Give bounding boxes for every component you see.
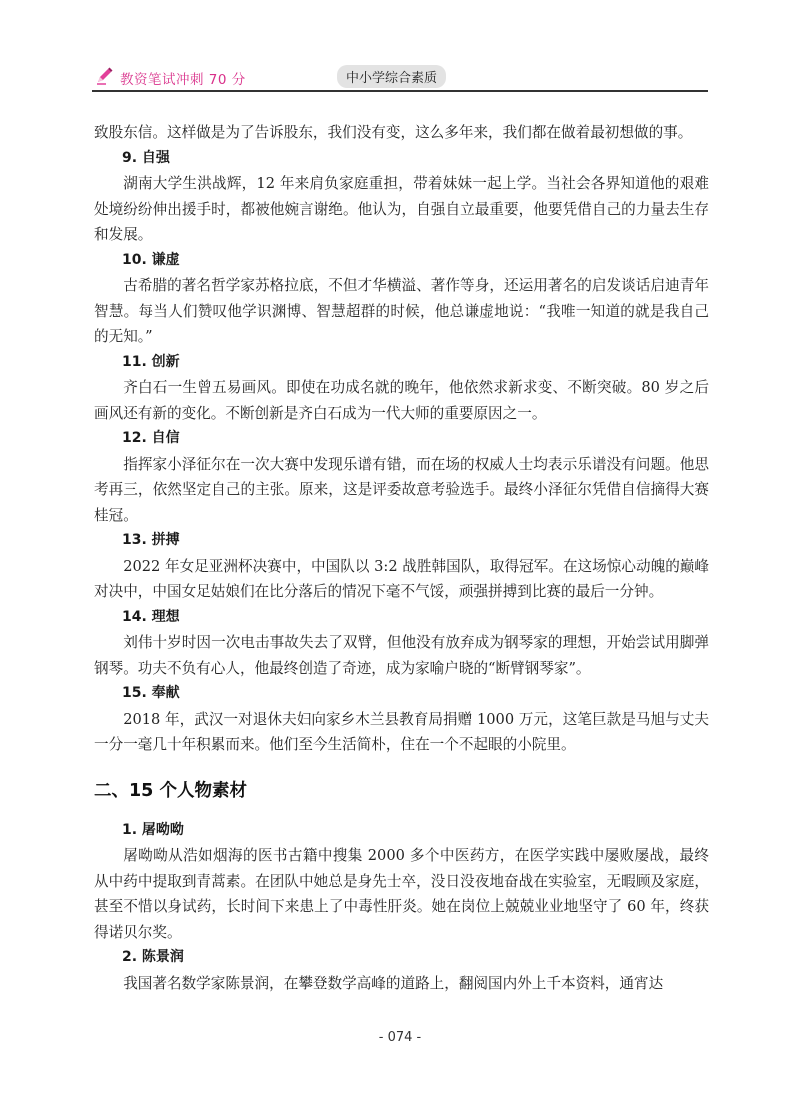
page-header [92,62,708,92]
item-title: 2. 陈景润 [122,949,184,965]
header-rule [92,90,708,92]
item-text: 2018 年，武汉一对退休夫妇向家乡木兰县教育局捐赠 1000 万元，这笔巨款是马旭与丈夫一分一毫几十年积累而来。他们至今生活简朴，住在一个不起眼的小院里。 [94,710,709,753]
item-text: 古希腊的著名哲学家苏格拉底，不但才华横溢、著作等身，还运用著名的启发谈话启迪青年智慧。每当人们赞叹他学识渊博、智慧超群的时候，他总谦虚地说：“我唯一知道的就是我自己的无知。” [94,277,709,345]
item-text: 指挥家小泽征尔在一次大赛中发现乐谱有错，而在场的权威人士均表示乐谱没有问题。他思考再三，依然坚定自己的主张。原来，这是评委故意考验选手。最终小泽征尔凭借自信摘得大赛桂冠。 [94,455,709,524]
item-text: 刘伟十岁时因一次电击事故失去了双臂，但他没有放弃成为钢琴家的理想，开始尝试用脚弹钢琴。功夫不负有心人，他最终创造了奇迹，成为家喻户晓的“断臂钢琴家”。 [94,634,709,677]
item-title: 13. 拼搏 [122,532,180,548]
item-title: 9. 自强 [122,149,170,166]
section-2-title: 二、15 个人物素材 [94,780,247,801]
section-1-items [94,146,709,758]
item-text: 我国著名数学家陈景润，在攀登数学高峰的道路上，翻阅国内外上千本资料，通宵达 [123,974,664,992]
item-title: 10. 谦虚 [122,251,180,268]
item-text: 齐白石一生曾五易画风。即使在功成名就的晚年，他依然求新求变、不断突破。80 岁之后画风还有新的变化。不断创新是齐白石成为一代大师的重要原因之一。 [94,379,709,422]
item-title: 1. 屠呦呦 [122,821,184,838]
subject-tag: 中小学综合素质 [337,65,446,88]
item-title: 11. 创新 [122,353,180,370]
item-text: 屠呦呦从浩如烟海的医书古籍中搜集 2000 多个中医药方，在医学实践中屡败屡战，最终从中药中提取到青蒿素。在团队中她总是身先士卒，没日没夜地奋战在实验室，无暇顾及家庭，甚至不惜以身试药，长时间下来患上了中毒性肝炎。她在岗位上兢兢业业地坚守了 60 年，终获得诺贝尔奖。 [94,847,709,941]
item-title: 12. 自信 [122,430,180,446]
page-content [94,120,709,996]
item-text: 湖南大学生洪战辉，12 年来肩负家庭重担，带着妹妹一起上学。当社会各界知道他的艰难处境纷纷伸出援手时，都被他婉言谢绝。他认为，自强自立最重要，他要凭借自己的力量去生存和发展。 [94,175,709,243]
pencil-icon [94,66,114,86]
section-2-items [94,818,709,997]
item-text: 2022 年女足亚洲杯决赛中，中国队以 3:2 战胜韩国队，取得冠军。在这场惊心动魄的巅峰对决中，中国女足姑娘们在比分落后的情况下毫不气馁，顽强拼搏到比赛的最后一分钟。 [94,557,709,600]
series-title: 教资笔试冲刺 70 分 [120,72,246,88]
page-number: - 074 - [378,1030,422,1045]
item-title: 14. 理想 [122,608,180,625]
item-title: 15. 奉献 [122,685,180,701]
intro-tail: 致股东信。这样做是为了告诉股东，我们没有变，这么多年来，我们都在做着最初想做的事。 [94,124,693,141]
